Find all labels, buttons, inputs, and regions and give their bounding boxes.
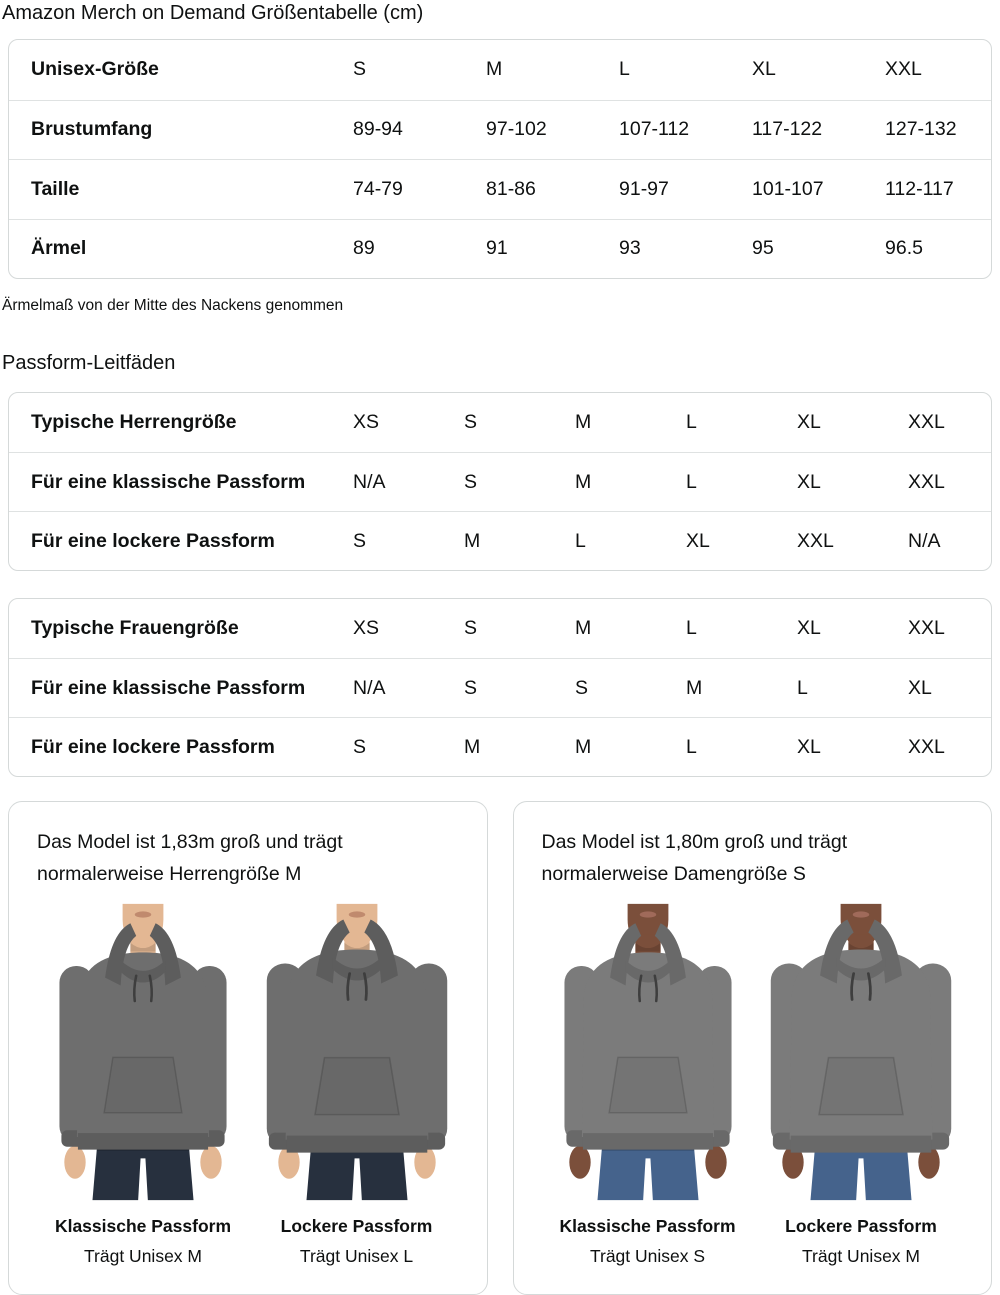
size-value: 127-132 — [885, 118, 957, 141]
size-value: XXL — [908, 735, 945, 758]
size-value: 89 — [353, 237, 375, 260]
size-value: L — [575, 529, 586, 552]
size-value: M — [464, 529, 481, 552]
row-label: Für eine klassische Passform — [31, 470, 306, 493]
model-loose-fit — [253, 902, 461, 1267]
size-value: M — [486, 58, 503, 81]
size-value: L — [797, 676, 808, 699]
size-value: 89-94 — [353, 118, 403, 141]
row-label: Typische Herrengröße — [31, 411, 237, 433]
worn-size-label: Trägt Unisex M — [802, 1246, 920, 1266]
size-value: M — [686, 676, 703, 699]
size-value: XXL — [908, 470, 945, 493]
size-value: N/A — [353, 470, 386, 493]
row-label: Taille — [31, 177, 80, 200]
female-model-loose-photo — [759, 902, 963, 1202]
size-value: XL — [908, 676, 932, 699]
size-value: L — [686, 470, 697, 493]
size-value: L — [686, 411, 697, 433]
row-label: Für eine lockere Passform — [31, 735, 275, 758]
size-value: N/A — [908, 529, 941, 552]
table-row — [9, 658, 991, 717]
row-label: Typische Frauengröße — [31, 617, 239, 639]
size-value: XXL — [885, 58, 922, 81]
table-row — [9, 100, 991, 160]
size-value: M — [575, 470, 592, 493]
size-value: S — [575, 676, 589, 699]
model-cards — [8, 801, 992, 1295]
size-value: XL — [752, 58, 776, 81]
worn-size-label: Trägt Unisex S — [589, 1246, 706, 1266]
size-value: M — [575, 411, 592, 433]
size-value: S — [464, 470, 478, 493]
size-value: 74-79 — [353, 177, 403, 200]
size-value: 107-112 — [619, 118, 690, 141]
size-value: XS — [353, 411, 380, 433]
fit-label: Klassische Passform — [559, 1216, 736, 1236]
table-row — [9, 219, 991, 279]
size-value: 91 — [486, 237, 508, 260]
size-value: XXL — [797, 529, 834, 552]
size-value: S — [464, 676, 478, 699]
size-value: XL — [797, 735, 821, 758]
size-value: S — [353, 529, 367, 552]
mens-fit-table — [8, 392, 992, 571]
male-model-classic-photo — [41, 902, 245, 1202]
size-value: XL — [797, 411, 821, 433]
model-classic-fit — [39, 902, 247, 1267]
size-value: XXL — [908, 411, 945, 433]
size-value: 97-102 — [486, 118, 547, 141]
size-value: M — [575, 735, 592, 758]
model-loose-fit — [757, 902, 965, 1267]
womens-fit-table — [8, 598, 992, 777]
size-value: 112-117 — [885, 177, 954, 200]
size-value: XL — [797, 617, 821, 639]
size-value: L — [686, 617, 697, 639]
size-value: N/A — [353, 676, 386, 699]
model-photos-row — [542, 902, 968, 1267]
size-value: XL — [797, 470, 821, 493]
row-label: Für eine klassische Passform — [31, 676, 306, 699]
table-row — [9, 159, 991, 219]
sleeve-measure-note: Ärmelmaß von der Mitte des Nackens genommen — [2, 297, 344, 314]
worn-size-label: Trägt Unisex L — [299, 1246, 414, 1266]
table-row — [9, 599, 991, 658]
size-value: 95 — [752, 237, 774, 260]
female-model-classic-photo — [546, 902, 750, 1202]
row-label: Für eine lockere Passform — [31, 529, 275, 552]
size-value: XL — [686, 529, 710, 552]
size-value: S — [464, 617, 478, 639]
row-label: Brustumfang — [31, 118, 153, 141]
table-row — [9, 393, 991, 452]
size-value: 101-107 — [752, 177, 824, 200]
size-value: 81-86 — [486, 177, 536, 200]
size-value: 93 — [619, 237, 641, 260]
page-title: Amazon Merch on Demand Größentabelle (cm) — [2, 2, 424, 24]
size-value: S — [353, 735, 367, 758]
size-value: 91-97 — [619, 177, 669, 200]
table-row — [9, 40, 991, 100]
row-label: Unisex-Größe — [31, 58, 159, 81]
size-value: S — [353, 58, 367, 81]
size-value: XXL — [908, 617, 945, 639]
worn-size-label: Trägt Unisex M — [84, 1246, 202, 1266]
table-row — [9, 511, 991, 570]
model-description: Das Model ist 1,80m groß und trägt normalerweise Damengröße S — [541, 831, 848, 885]
unisex-size-table — [8, 39, 992, 279]
model-classic-fit — [544, 902, 752, 1267]
fit-label: Lockere Passform — [785, 1216, 937, 1236]
size-value: M — [464, 735, 481, 758]
fit-label: Klassische Passform — [54, 1216, 232, 1236]
size-value: S — [464, 411, 478, 433]
male-model-loose-photo — [255, 902, 459, 1202]
size-value: M — [575, 617, 592, 639]
table-row — [9, 452, 991, 511]
fit-guides-heading: Passform-Leitfäden — [2, 352, 176, 374]
size-value: 96.5 — [885, 237, 923, 260]
size-value: L — [686, 735, 697, 758]
row-label: Ärmel — [31, 237, 87, 260]
model-description: Das Model ist 1,83m groß und trägt normalerweise Herrengröße M — [37, 831, 343, 885]
male-model-card — [8, 801, 488, 1295]
size-value: XS — [353, 617, 380, 639]
model-photos-row — [37, 902, 463, 1267]
fit-label: Lockere Passform — [280, 1216, 433, 1236]
female-model-card — [513, 801, 993, 1295]
size-value: L — [619, 58, 630, 81]
table-row — [9, 717, 991, 776]
size-value: 117-122 — [752, 118, 823, 141]
